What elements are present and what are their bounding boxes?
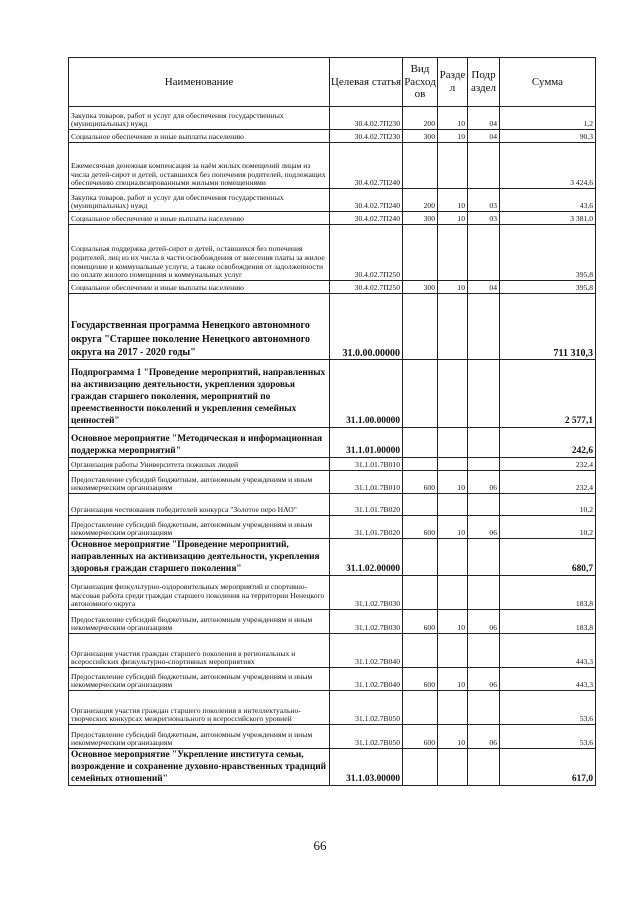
cell-section	[438, 294, 468, 360]
cell-sum: 53,6	[500, 725, 596, 749]
table-row	[69, 143, 596, 189]
cell-sum: 232,4	[500, 471, 596, 494]
cell-section	[438, 360, 468, 428]
cell-expense-type	[403, 294, 438, 360]
cell-sum: 53,6	[500, 691, 596, 725]
table-row	[69, 610, 596, 634]
cell-expense-type	[403, 634, 438, 668]
cell-subsection	[468, 225, 500, 281]
cell-subsection: 06	[468, 516, 500, 539]
cell-subsection	[468, 458, 500, 471]
cell-subsection	[468, 360, 500, 428]
cell-name: Социальное обеспечение и иные выплаты населению	[69, 281, 330, 294]
cell-sum: 43,6	[500, 189, 596, 212]
table-row	[69, 130, 596, 143]
cell-target-code: 31.1.02.7В030	[330, 576, 403, 610]
cell-sum: 3 381,0	[500, 212, 596, 225]
cell-target-code: 31.1.02.7В030	[330, 610, 403, 634]
cell-name: Основное мероприятие "Проведение мероприятий, направленных на активизацию деятельности, укрепления здоровья граждан старшего поколения"	[69, 539, 330, 576]
cell-sum: 10,2	[500, 516, 596, 539]
table-row	[69, 281, 596, 294]
cell-name: Организация чествования победителей конкурса "Золотое перо НАО"	[69, 494, 330, 516]
cell-subsection	[468, 691, 500, 725]
cell-subsection	[468, 428, 500, 458]
cell-sum: 395,8	[500, 281, 596, 294]
cell-target-code: 31.1.01.7В020	[330, 494, 403, 516]
cell-expense-type: 600	[403, 725, 438, 749]
cell-expense-type	[403, 458, 438, 471]
cell-target-code: 31.1.01.7В010	[330, 458, 403, 471]
cell-sum: 10,2	[500, 494, 596, 516]
table-row	[69, 539, 596, 576]
cell-target-code: 31.1.01.7В010	[330, 471, 403, 494]
table-row	[69, 516, 596, 539]
cell-target-code: 31.1.01.7В020	[330, 516, 403, 539]
cell-name: Государственная программа Ненецкого автономного округа "Старшее поколение Ненецкого автономного округа на 2017 - 2020 годы"	[69, 294, 330, 360]
cell-subsection: 06	[468, 471, 500, 494]
table-row	[69, 294, 596, 360]
cell-subsection: 04	[468, 281, 500, 294]
cell-subsection: 04	[468, 107, 500, 130]
cell-expense-type	[403, 749, 438, 786]
header-subsection: Подр аздел	[468, 58, 500, 107]
cell-name: Организация работы Университета пожилых людей	[69, 458, 330, 471]
cell-target-code: 31.1.02.7В050	[330, 725, 403, 749]
budget-table	[68, 57, 596, 786]
cell-subsection	[468, 539, 500, 576]
cell-subsection	[468, 634, 500, 668]
cell-section: 10	[438, 668, 468, 691]
cell-target-code: 30.4.02.7П230	[330, 107, 403, 130]
cell-target-code: 30.4.02.7П240	[330, 189, 403, 212]
cell-target-code: 31.0.00.00000	[330, 294, 403, 360]
cell-sum: 183,8	[500, 576, 596, 610]
cell-name: Социальное обеспечение и иные выплаты населению	[69, 212, 330, 225]
cell-name: Закупка товаров, работ и услуг для обеспечения государственных (муниципальных) нужд	[69, 189, 330, 212]
header-expense-type: Вид Расход ов	[403, 58, 438, 107]
cell-subsection: 03	[468, 212, 500, 225]
cell-name: Основное мероприятие "Методическая и информационная поддержка мероприятий"	[69, 428, 330, 458]
cell-expense-type: 600	[403, 471, 438, 494]
cell-subsection: 03	[468, 189, 500, 212]
cell-target-code: 30.4.02.7П230	[330, 130, 403, 143]
cell-sum: 443,3	[500, 634, 596, 668]
cell-section: 10	[438, 189, 468, 212]
header-section: Разде л	[438, 58, 468, 107]
cell-section	[438, 691, 468, 725]
cell-expense-type	[403, 225, 438, 281]
cell-subsection	[468, 143, 500, 189]
cell-target-code: 30.4.02.7П240	[330, 143, 403, 189]
cell-expense-type: 300	[403, 212, 438, 225]
cell-section	[438, 428, 468, 458]
cell-name: Социальное обеспечение и иные выплаты населению	[69, 130, 330, 143]
cell-section	[438, 749, 468, 786]
cell-subsection: 06	[468, 668, 500, 691]
cell-name: Подпрограмма 1 "Проведение мероприятий, направленных на активизацию деятельности, укрепления здоровья граждан старшего поколения, мероприятий по преемственности поколений и укрепления семейных ценностей"	[69, 360, 330, 428]
cell-sum: 617,0	[500, 749, 596, 786]
cell-section: 10	[438, 610, 468, 634]
cell-expense-type: 300	[403, 281, 438, 294]
cell-name: Предоставление субсидий бюджетным, автономным учреждениям и иным некоммерческим организациям	[69, 471, 330, 494]
cell-name: Организация участия граждан старшего поколения в региональных и всероссийских физкультурно-спортивных мероприятиях	[69, 634, 330, 668]
cell-subsection	[468, 749, 500, 786]
table-row	[69, 691, 596, 725]
table-row	[69, 634, 596, 668]
cell-sum: 1,2	[500, 107, 596, 130]
table-row	[69, 107, 596, 130]
cell-sum: 183,8	[500, 610, 596, 634]
table-row	[69, 668, 596, 691]
cell-subsection	[468, 494, 500, 516]
cell-expense-type	[403, 539, 438, 576]
cell-section	[438, 634, 468, 668]
cell-section: 10	[438, 107, 468, 130]
cell-name: Социальная поддержка детей-сирот и детей, оставшихся без попечения родителей, лиц из их числа в части освобождения от внесения платы за жилое помещение и коммунальные услуги, а также освобождения от задолженности по оплате жилого помещения и коммунальных услуг	[69, 225, 330, 281]
cell-section: 10	[438, 471, 468, 494]
cell-name: Ежемесячная денежная компенсация за наём жилых помещений лицам из числа детей-сирот и детей, оставшихся без попечения родителей, подлежащих обеспечению специализированными жилыми помещениями	[69, 143, 330, 189]
cell-section	[438, 494, 468, 516]
table-row	[69, 360, 596, 428]
cell-sum: 3 424,6	[500, 143, 596, 189]
table-row	[69, 458, 596, 471]
cell-name: Организация физкультурно-оздоровительных мероприятий и спортивно-массовая работа среди граждан старшего поколения на территории Ненецкого автономного округа	[69, 576, 330, 610]
cell-target-code: 30.4.02.7П250	[330, 281, 403, 294]
cell-section: 10	[438, 212, 468, 225]
cell-expense-type	[403, 576, 438, 610]
cell-section: 10	[438, 281, 468, 294]
cell-target-code: 31.1.00.00000	[330, 360, 403, 428]
cell-sum: 90,3	[500, 130, 596, 143]
table-row	[69, 725, 596, 749]
cell-expense-type: 200	[403, 107, 438, 130]
cell-section: 10	[438, 725, 468, 749]
table-row	[69, 494, 596, 516]
table-row	[69, 225, 596, 281]
cell-name: Предоставление субсидий бюджетным, автономным учреждениям и иным некоммерческим организациям	[69, 668, 330, 691]
cell-section	[438, 539, 468, 576]
table-body	[69, 107, 596, 786]
cell-expense-type: 200	[403, 189, 438, 212]
cell-sum: 242,6	[500, 428, 596, 458]
table-header-row	[69, 58, 596, 107]
cell-subsection: 04	[468, 130, 500, 143]
cell-section	[438, 458, 468, 471]
cell-expense-type	[403, 494, 438, 516]
table-row	[69, 189, 596, 212]
cell-sum: 680,7	[500, 539, 596, 576]
cell-sum: 232,4	[500, 458, 596, 471]
table-row	[69, 749, 596, 786]
cell-subsection	[468, 294, 500, 360]
cell-name: Предоставление субсидий бюджетным, автономным учреждениям и иным некоммерческим организациям	[69, 725, 330, 749]
cell-expense-type	[403, 143, 438, 189]
table-row	[69, 212, 596, 225]
cell-expense-type: 300	[403, 130, 438, 143]
cell-expense-type: 600	[403, 516, 438, 539]
table-row	[69, 471, 596, 494]
cell-target-code: 31.1.03.00000	[330, 749, 403, 786]
header-sum: Сумма	[500, 58, 596, 107]
table-row	[69, 576, 596, 610]
cell-name: Основное мероприятие "Укрепление института семьи, возрождение и сохранение духовно-нравственных традиций семейных отношений"	[69, 749, 330, 786]
cell-name: Организация участия граждан старшего поколения в интеллектуально-творческих конкурсах межрегионального и всероссийского уровней	[69, 691, 330, 725]
cell-expense-type	[403, 428, 438, 458]
cell-target-code: 30.4.02.7П250	[330, 225, 403, 281]
cell-target-code: 31.1.02.00000	[330, 539, 403, 576]
cell-section	[438, 143, 468, 189]
cell-target-code: 31.1.02.7В050	[330, 691, 403, 725]
cell-target-code: 31.1.02.7В040	[330, 668, 403, 691]
page-number: 66	[313, 838, 327, 853]
cell-name: Предоставление субсидий бюджетным, автономным учреждениям и иным некоммерческим организациям	[69, 610, 330, 634]
cell-subsection	[468, 576, 500, 610]
cell-sum: 395,8	[500, 225, 596, 281]
cell-section	[438, 225, 468, 281]
cell-expense-type	[403, 360, 438, 428]
cell-sum: 2 577,1	[500, 360, 596, 428]
cell-subsection: 06	[468, 610, 500, 634]
cell-section	[438, 576, 468, 610]
cell-target-code: 31.1.02.7В040	[330, 634, 403, 668]
cell-name: Закупка товаров, работ и услуг для обеспечения государственных (муниципальных) нужд	[69, 107, 330, 130]
cell-sum: 711 310,3	[500, 294, 596, 360]
cell-name: Предоставление субсидий бюджетным, автономным учреждениям и иным некоммерческим организациям	[69, 516, 330, 539]
cell-section: 10	[438, 130, 468, 143]
cell-section: 10	[438, 516, 468, 539]
table-row	[69, 428, 596, 458]
cell-target-code: 30.4.02.7П240	[330, 212, 403, 225]
cell-sum: 443,3	[500, 668, 596, 691]
cell-target-code: 31.1.01.00000	[330, 428, 403, 458]
cell-expense-type: 600	[403, 610, 438, 634]
cell-expense-type: 600	[403, 668, 438, 691]
header-target: Целевая статья	[330, 58, 403, 107]
header-name: Наименование	[69, 58, 330, 107]
cell-expense-type	[403, 691, 438, 725]
cell-subsection: 06	[468, 725, 500, 749]
